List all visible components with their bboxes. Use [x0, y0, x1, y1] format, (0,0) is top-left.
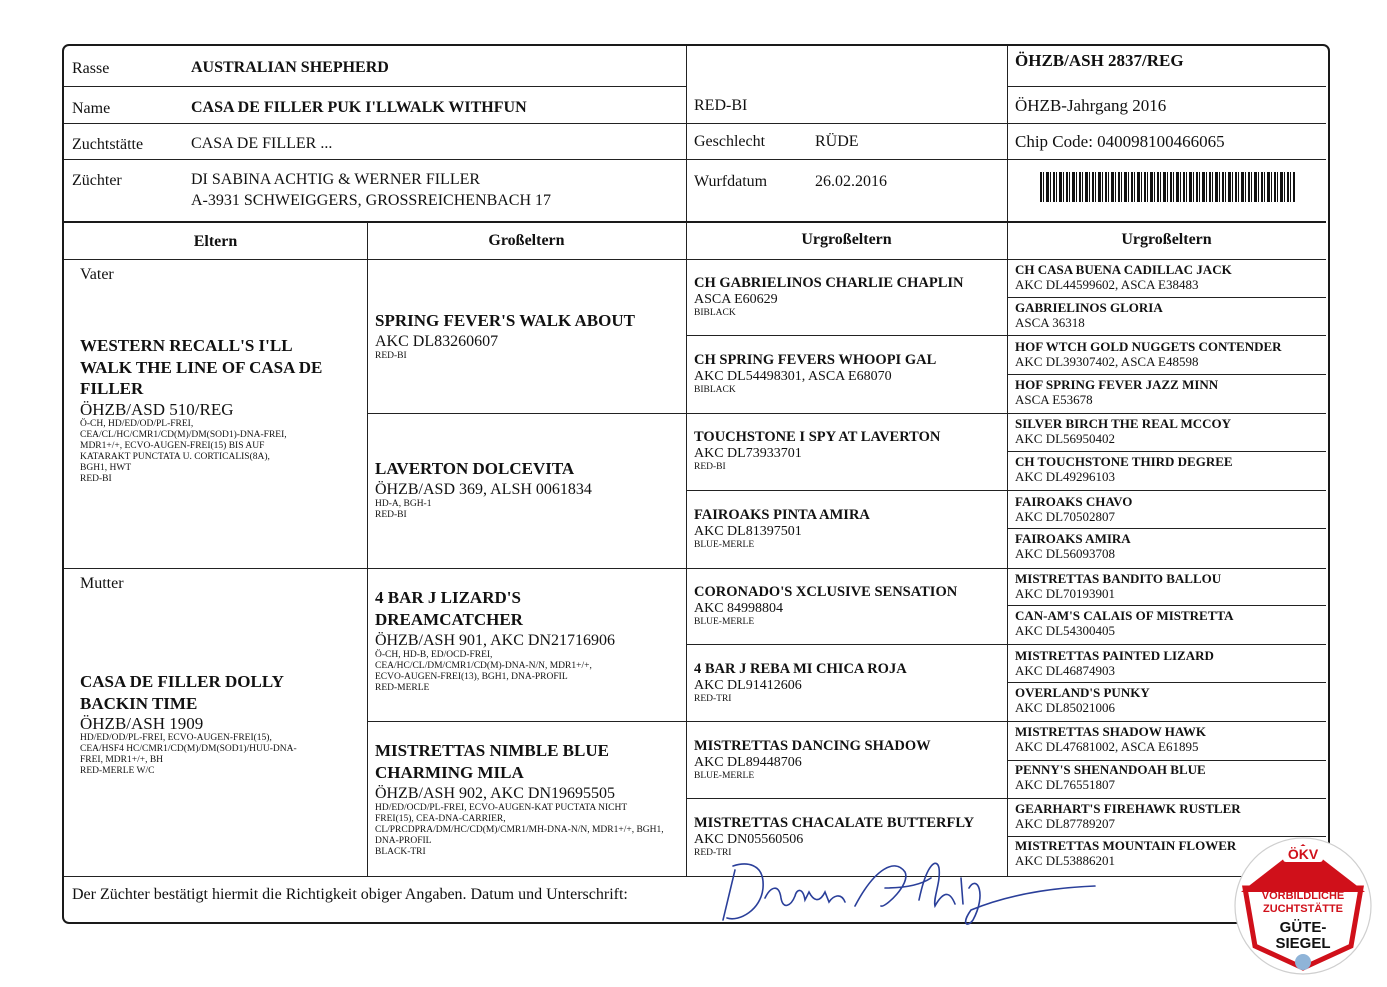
gp-name: DREAMCATCHER — [375, 610, 523, 629]
ggp-reg: AKC DL91412606 — [694, 678, 802, 693]
rasse-label: Rasse — [72, 60, 110, 77]
mutter-block — [80, 671, 297, 777]
ggp-name: CH SPRING FEVERS WHOOPI GAL — [694, 352, 937, 368]
wurfdatum-value: 26.02.2016 — [815, 173, 887, 190]
gggp-reg: AKC DL53886201 — [1015, 853, 1116, 868]
col-header-urgrosseltern: Urgroßeltern — [801, 231, 892, 248]
ggp-name: TOUCHSTONE I SPY AT LAVERTON — [694, 429, 941, 445]
gggp-reg: AKC DL85021006 — [1015, 700, 1116, 715]
vater-label: Vater — [80, 266, 114, 283]
ggg-10 — [1015, 608, 1234, 638]
gp-reg: ÖHZB/ASD 369, ALSH 0061834 — [375, 481, 592, 498]
name-label: Name — [72, 100, 111, 117]
grandparent-2 — [375, 458, 592, 521]
vater-info: Ö-CH, HD/ED/OD/PL-FREI, — [80, 418, 194, 429]
gp-name: SPRING FEVER'S WALK ABOUT — [375, 311, 635, 330]
vater-info: BGH1, HWT — [80, 462, 132, 473]
ggp-name: MISTRETTAS DANCING SHADOW — [694, 738, 931, 754]
col-header-eltern: Eltern — [193, 233, 238, 250]
gggp-name: MISTRETTAS SHADOW HAWK — [1015, 724, 1206, 739]
gp-reg: ÖHZB/ASH 902, AKC DN19695505 — [375, 785, 616, 802]
zuechter-label: Züchter — [72, 172, 122, 189]
grandparent-4 — [375, 740, 664, 858]
gp-info: Ö-CH, HD-B, ED/OCD-FREI, — [375, 650, 493, 660]
gggp-name: PENNY'S SHENANDOAH BLUE — [1015, 762, 1206, 777]
gggp-reg: AKC DL46874903 — [1015, 663, 1116, 678]
mutter-info: HD/ED/OD/PL-FREI, ECVO-AUGEN-FREI(15), — [80, 733, 272, 743]
gggp-reg: ASCA 36318 — [1015, 315, 1085, 330]
ggg-1 — [1015, 262, 1232, 292]
ggg-13 — [1015, 724, 1206, 754]
gp-reg: ÖHZB/ASH 901, AKC DN21716906 — [375, 632, 616, 649]
mutter-reg: ÖHZB/ASH 1909 — [80, 714, 204, 733]
ggg-7 — [1015, 494, 1132, 524]
gp-name: CHARMING MILA — [375, 763, 524, 782]
geschlecht-label: Geschlecht — [694, 133, 766, 150]
gp-name: MISTRETTAS NIMBLE BLUE — [375, 741, 609, 760]
vater-name-2: WALK THE LINE OF CASA DE — [80, 357, 323, 377]
grandparent-3 — [375, 587, 615, 694]
ggg-11 — [1015, 648, 1214, 678]
gggp-name: HOF WTCH GOLD NUGGETS CONTENDER — [1015, 339, 1282, 354]
ggp-color: RED-TRI — [694, 694, 732, 704]
seal-line2: ZUCHTSTÄTTE — [1262, 903, 1344, 915]
gggp-reg: AKC DL56950402 — [1015, 431, 1116, 446]
registration-number: ÖHZB/ASH 2837/REG — [1015, 51, 1184, 70]
zuchtstaette-value: CASA DE FILLER ... — [191, 135, 333, 152]
ggg-9 — [1015, 571, 1221, 601]
ggp-reg: AKC 84998804 — [694, 601, 784, 616]
ggp-name: FAIROAKS PINTA AMIRA — [694, 507, 870, 523]
wurfdatum-label: Wurfdatum — [694, 173, 768, 190]
ggp-color: BLUE-MERLE — [694, 617, 755, 627]
col-header-grosseltern: Großeltern — [488, 232, 565, 249]
gggp-reg: AKC DL47681002, ASCA E61895 — [1015, 739, 1199, 754]
ggp-reg: ASCA E60629 — [694, 292, 778, 307]
ggp-color: BLUE-MERLE — [694, 771, 755, 781]
jahrgang: ÖHZB-Jahrgang 2016 — [1015, 96, 1167, 115]
gggp-name: FAIROAKS AMIRA — [1015, 531, 1131, 546]
ggp-name: 4 BAR J REBA MI CHICA ROJA — [694, 661, 907, 677]
gggp-name: SILVER BIRCH THE REAL MCCOY — [1015, 416, 1231, 431]
dog-name: CASA DE FILLER PUK I'LLWALK WITHFUN — [191, 99, 527, 116]
gp-info: HD-A, BGH-1 — [375, 499, 432, 509]
signature-image — [705, 848, 1105, 928]
zuchtstaette-label: Zuchtstätte — [72, 136, 144, 153]
gggp-reg: AKC DL44599602, ASCA E38483 — [1015, 277, 1199, 292]
mutter-info: FREI, MDR1+/+, BH — [80, 755, 164, 765]
ggg-6 — [1015, 454, 1233, 484]
grandparent-1 — [375, 310, 635, 362]
ggg-2 — [1015, 300, 1163, 330]
mutter-info: CEA/HSF4 HC/CMR1/CD(M)/DM(SOD1)/HUU-DNA- — [80, 744, 297, 754]
seal-line1: VORBILDLICHE — [1261, 890, 1345, 902]
gggp-reg: AKC DL70193901 — [1015, 586, 1116, 601]
ggp-reg: AKC DN05560506 — [694, 832, 804, 847]
ggp-color: RED-TRI — [694, 848, 732, 858]
ggp-name: CH GABRIELINOS CHARLIE CHAPLIN — [694, 275, 964, 291]
gggp-reg: AKC DL54300405 — [1015, 623, 1116, 638]
ggp-name: MISTRETTAS CHACALATE BUTTERFLY — [694, 815, 975, 831]
zuechter-line2: A-3931 SCHWEIGGERS, GROSSREICHENBACH 17 — [191, 192, 552, 209]
ggp-color: BLUE-MERLE — [694, 540, 755, 550]
mutter-name-2: BACKIN TIME — [80, 693, 198, 713]
gp-info: FREI(15), CEA-DNA-CARRIER, — [375, 814, 506, 824]
ggp-color: RED-BI — [694, 462, 726, 472]
gp-name: LAVERTON DOLCEVITA — [375, 459, 575, 478]
vater-info: RED-BI — [80, 473, 112, 484]
mutter-info: RED-MERLE W/C — [80, 766, 155, 776]
ggp-reg: AKC DL54498301, ASCA E68070 — [694, 369, 892, 384]
gp-info: CL/PRCDPRA/DM/HC/CD(M)/CMR1/MH-DNA-N/N, MDR1+/+, BGH1, — [375, 825, 664, 835]
gggp-name: HOF SPRING FEVER JAZZ MINN — [1015, 377, 1219, 392]
mutter-name-1: CASA DE FILLER DOLLY — [80, 672, 284, 691]
gp-name: 4 BAR J LIZARD'S — [375, 588, 521, 607]
gggp-reg: AKC DL49296103 — [1015, 469, 1116, 484]
vater-reg: ÖHZB/ASD 510/REG — [80, 399, 234, 419]
gggp-reg: AKC DL87789207 — [1015, 816, 1116, 831]
vater-block — [80, 335, 322, 485]
col-header-ururgrosseltern: Urgroßeltern — [1121, 231, 1212, 248]
gp-info: BLACK-TRI — [375, 847, 426, 857]
vater-info: KATARAKT PUNCTATA U. CORTICALIS(8A), — [80, 451, 270, 462]
ggg-3 — [1015, 339, 1282, 369]
gp-info: RED-BI — [375, 510, 407, 520]
breeder-confirmation: Der Züchter bestätigt hiermit die Richtigkeit obiger Angaben. Datum und Unterschrift: — [72, 886, 628, 903]
gggp-name: FAIROAKS CHAVO — [1015, 494, 1133, 509]
gggp-name: CAN-AM'S CALAIS OF MISTRETTA — [1015, 608, 1234, 623]
mutter-label: Mutter — [80, 575, 124, 592]
oekv-guete-siegel-seal — [1233, 836, 1373, 976]
gggp-reg: AKC DL70502807 — [1015, 509, 1116, 524]
ggg-8 — [1015, 531, 1131, 561]
gggp-name: OVERLAND'S PUNKY — [1015, 685, 1150, 700]
gggp-name: MISTRETTAS PAINTED LIZARD — [1015, 648, 1214, 663]
great-grandparent-2 — [694, 352, 936, 396]
vater-name-1: WESTERN RECALL'S I'LL — [80, 336, 293, 355]
vater-info: CEA/CL/HC/CMR1/CD(M)/DM(SOD1)-DNA-FREI, — [80, 429, 287, 440]
zuechter-line1: DI SABINA ACHTIG & WERNER FILLER — [191, 171, 481, 188]
vater-name-3: FILLER — [80, 379, 144, 398]
ggg-14 — [1015, 762, 1206, 792]
gggp-reg: AKC DL76551807 — [1015, 777, 1116, 792]
ggp-color: BIBLACK — [694, 308, 736, 318]
geschlecht-value: RÜDE — [815, 133, 859, 150]
gggp-name: MISTRETTAS MOUNTAIN FLOWER — [1015, 838, 1237, 853]
great-grandparent-6 — [694, 661, 907, 705]
ggp-reg: AKC DL81397501 — [694, 524, 802, 539]
ggp-color: BIBLACK — [694, 385, 736, 395]
gp-info: RED-MERLE — [375, 683, 430, 693]
dog-color: RED-BI — [694, 97, 748, 114]
ggp-reg: AKC DL73933701 — [694, 446, 802, 461]
ggp-reg: AKC DL89448706 — [694, 755, 802, 770]
gp-info: RED-BI — [375, 351, 407, 361]
great-grandparent-5 — [694, 584, 957, 628]
gggp-name: MISTRETTAS BANDITO BALLOU — [1015, 571, 1222, 586]
gggp-reg: AKC DL39307402, ASCA E48598 — [1015, 354, 1199, 369]
great-grandparent-3 — [694, 429, 940, 473]
great-grandparent-7 — [694, 738, 931, 782]
gp-info: CEA/HC/CL/DM/CMR1/CD(M)-DNA-N/N, MDR1+/+, — [375, 661, 592, 671]
gggp-reg: AKC DL56093708 — [1015, 546, 1116, 561]
great-grandparent-4 — [694, 507, 870, 551]
great-grandparent-1 — [694, 275, 964, 319]
fci-globe-icon — [1295, 954, 1311, 970]
seal-line3: GÜTE- — [1279, 919, 1327, 936]
chip-code: Chip Code: 040098100466065 — [1015, 132, 1225, 151]
ggg-4 — [1015, 377, 1218, 407]
barcode-image — [1040, 172, 1295, 202]
gggp-reg: ASCA E53678 — [1015, 392, 1093, 407]
gggp-name: GEARHART'S FIREHAWK RUSTLER — [1015, 801, 1241, 816]
vater-info: MDR1+/+, ECVO-AUGEN-FREI(15) BIS AUF — [80, 440, 265, 451]
gp-info: DNA-PROFIL — [375, 836, 432, 846]
seal-line4: SIEGEL — [1275, 935, 1331, 952]
gggp-name: CH TOUCHSTONE THIRD DEGREE — [1015, 454, 1233, 469]
gggp-name: GABRIELINOS GLORIA — [1015, 300, 1163, 315]
ggg-15 — [1015, 801, 1241, 831]
gggp-name: CH CASA BUENA CADILLAC JACK — [1015, 262, 1232, 277]
breed-value: AUSTRALIAN SHEPHERD — [191, 59, 389, 76]
gp-reg: AKC DL83260607 — [375, 333, 499, 350]
ggg-12 — [1015, 685, 1150, 715]
gp-info: HD/ED/OCD/PL-FREI, ECVO-AUGEN-KAT PUCTATA NICHT — [375, 803, 628, 813]
seal-top-text: ÖKV — [1287, 846, 1319, 862]
ggg-5 — [1015, 416, 1231, 446]
ggp-name: CORONADO'S XCLUSIVE SENSATION — [694, 584, 958, 600]
gp-info: ECVO-AUGEN-FREI(13), BGH1, DNA-PROFIL — [375, 672, 568, 682]
